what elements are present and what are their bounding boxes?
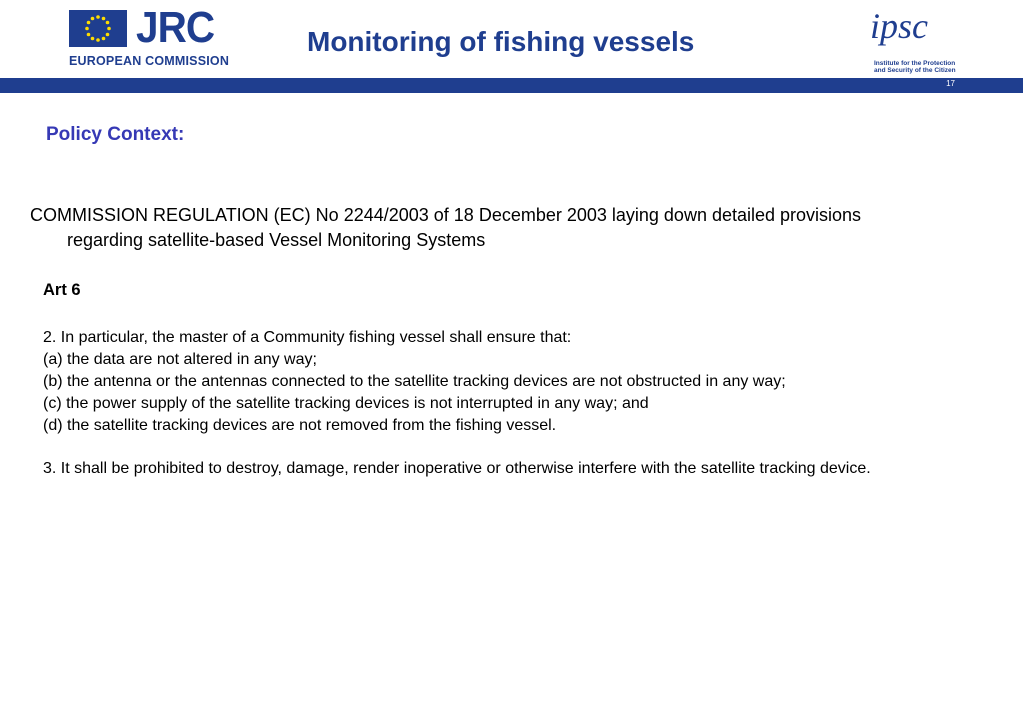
ipsc-logo-icon (866, 4, 960, 56)
article-items (43, 327, 963, 437)
ipsc-tagline (874, 60, 956, 74)
list-item: (c) the power supply of the satellite tracking devices is not interrupted in any way; and (43, 395, 649, 412)
ipsc-logo (866, 4, 960, 56)
article-heading: Art 6 (43, 281, 81, 299)
eu-stars-icon (69, 10, 127, 47)
paragraph-3: 3. It shall be prohibited to destroy, damage, render inoperative or otherwise interfere with the satellite tracking device. (43, 460, 871, 477)
slide-title: Monitoring of fishing vessels (307, 26, 695, 57)
ipsc-logo-label: ipsc (870, 6, 928, 46)
ipsc-tagline-line-1: Institute for the Protection (874, 60, 956, 67)
regulation-text: COMMISSION REGULATION (EC) No 2244/2003 of 18 December 2003 laying down detailed provisions regarding satellite-based Vessel Monitoring Systems (30, 205, 862, 250)
slide-number: 17 (946, 79, 955, 88)
header-band (0, 78, 1023, 93)
section-heading: Policy Context: (46, 124, 185, 145)
jrc-logo-text: JRC (136, 3, 215, 52)
list-item: (a) the data are not altered in any way; (43, 351, 317, 368)
eu-flag-logo (69, 10, 127, 47)
list-item: (b) the antenna or the antennas connected to the satellite tracking devices are not obstructed in any way; (43, 373, 786, 390)
list-item: 2. In particular, the master of a Community fishing vessel shall ensure that: (43, 329, 572, 346)
european-commission-label: EUROPEAN COMMISSION (69, 54, 230, 68)
ipsc-tagline-line-2: and Security of the Citizen (874, 67, 956, 74)
list-item: (d) the satellite tracking devices are not removed from the fishing vessel. (43, 417, 557, 434)
